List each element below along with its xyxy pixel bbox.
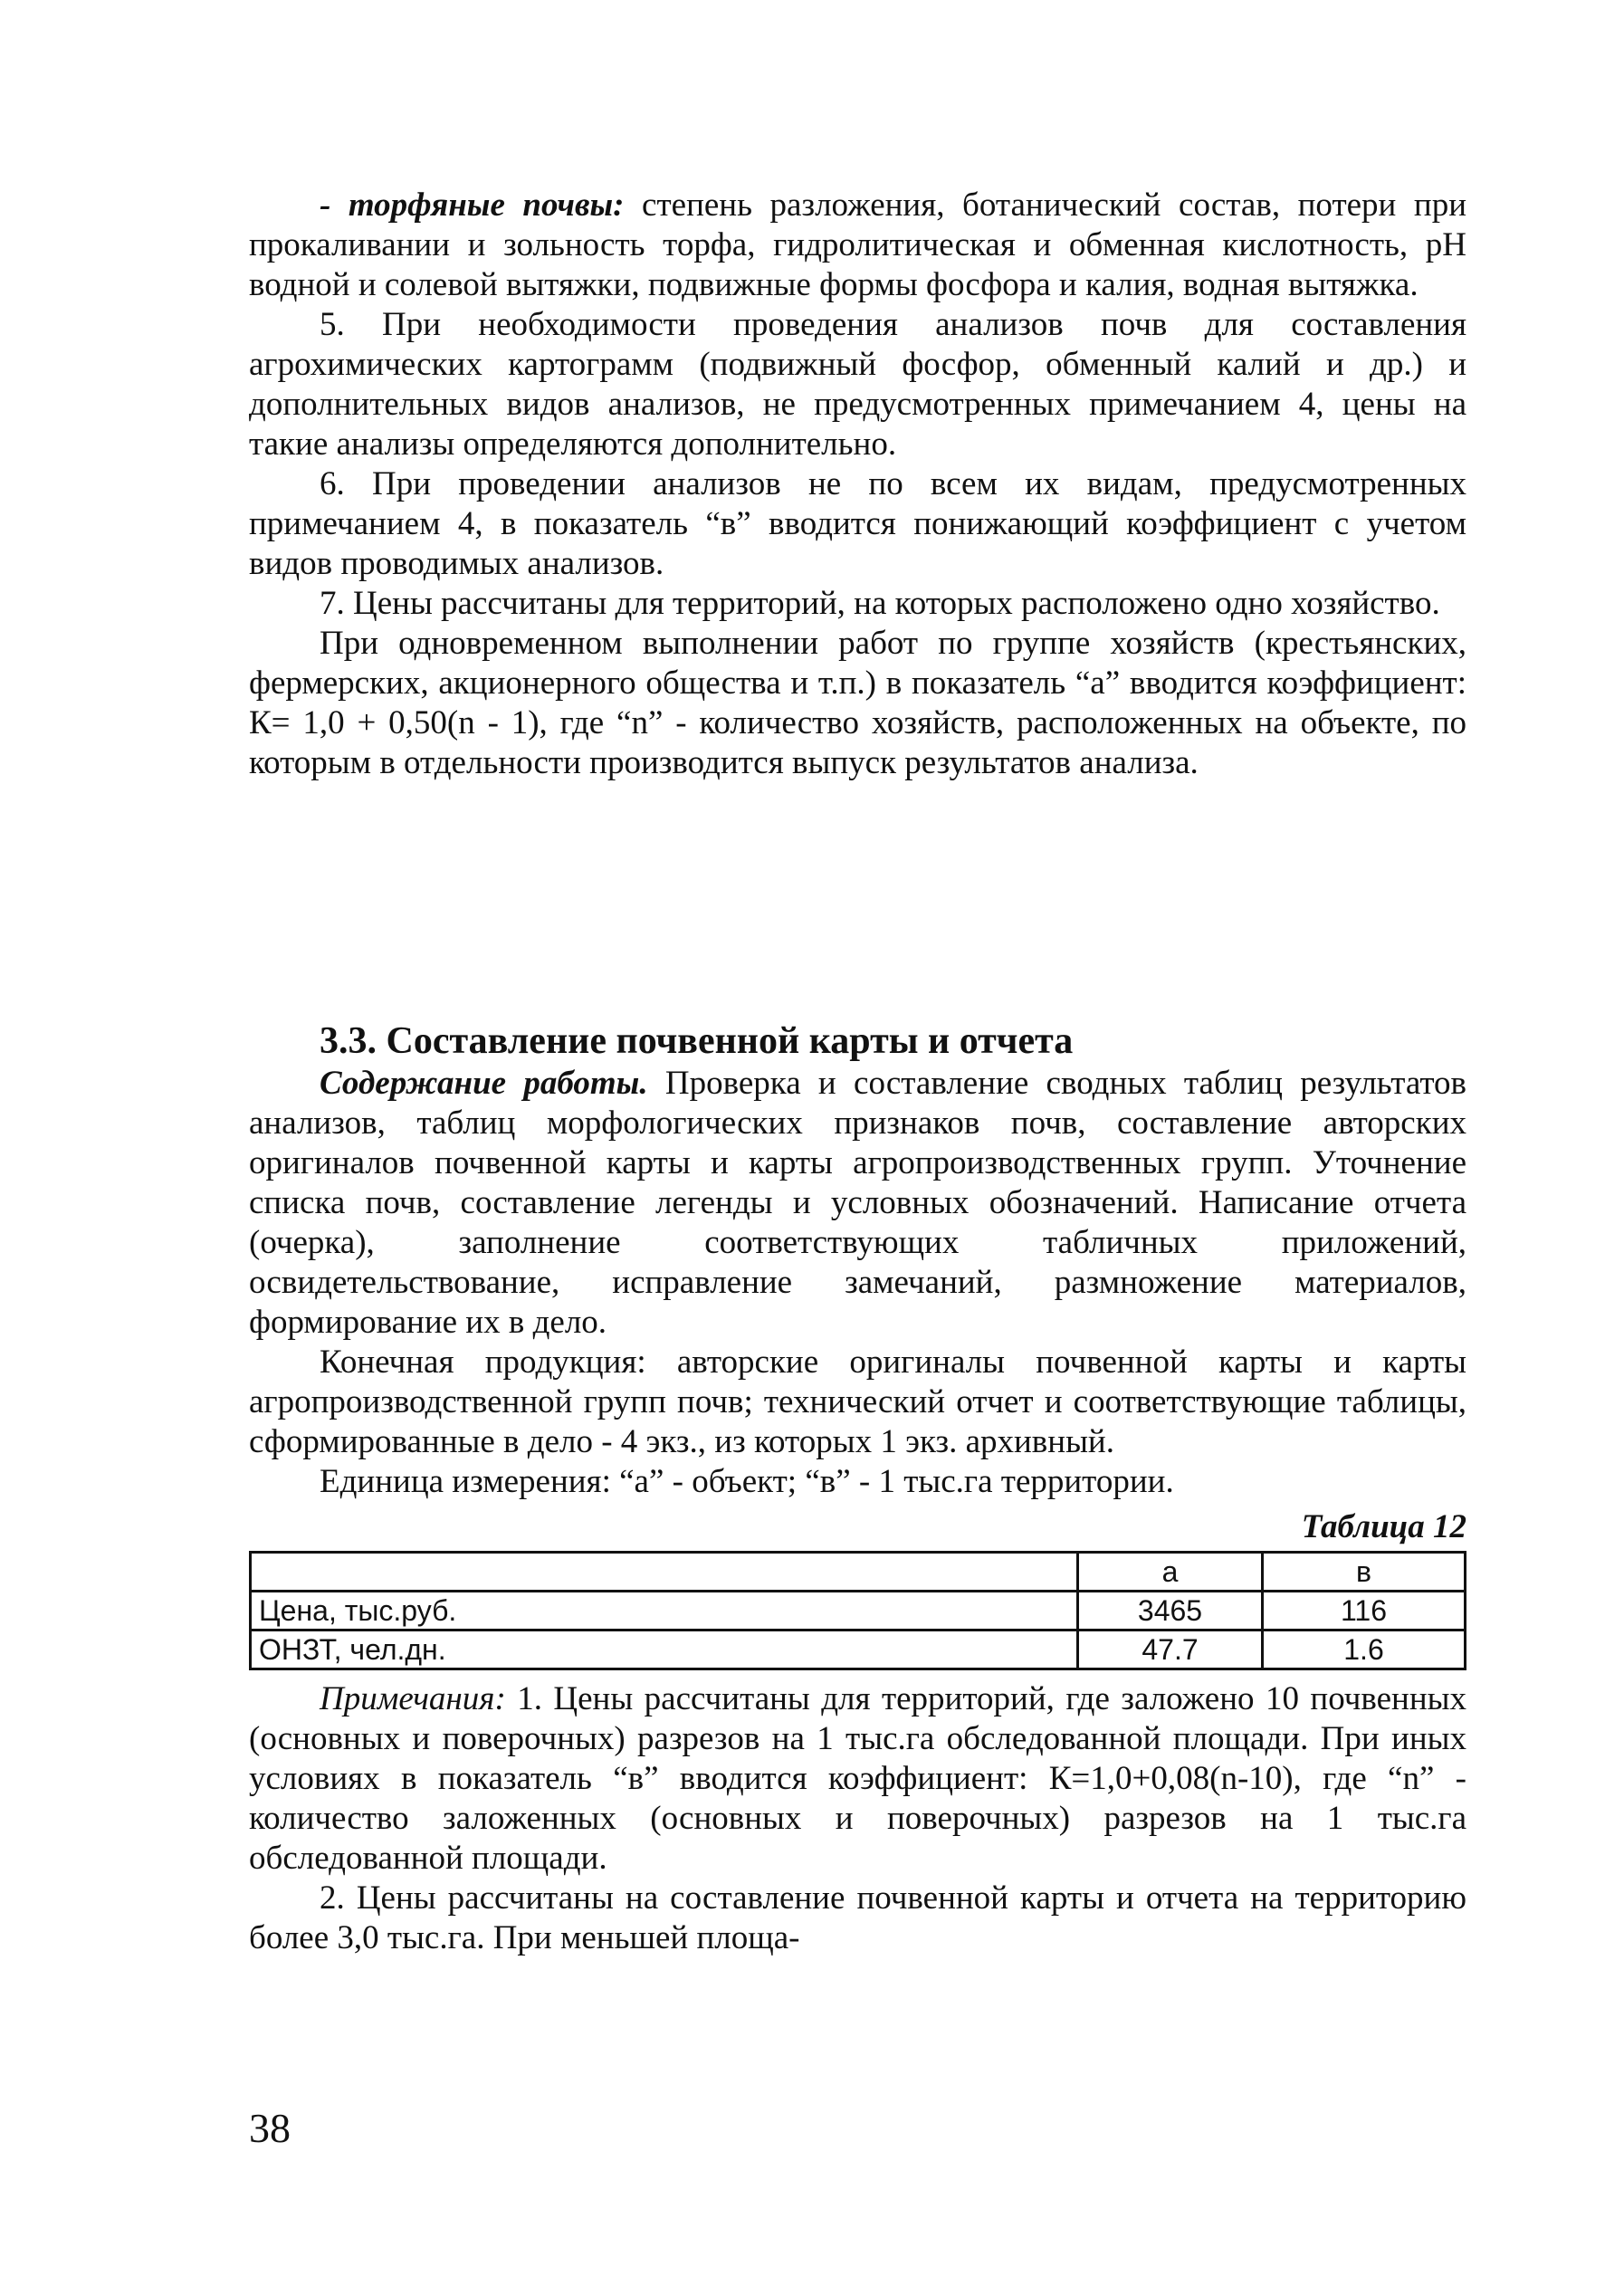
- top-text-block: [249, 186, 1466, 783]
- paragraph-item-5: 5. При необходимости проведения анализов почв для составления агрохимических картограмм (подвижный фосфор, обменный калий и др.) и дополнительных видов анализов, не предусмотренных примечанием 4, цены на такие анализы определяются дополнительно.: [249, 306, 1466, 463]
- paragraph-note-2: 2. Цены рассчитаны на составление почвенной карты и отчета на территорию более 3,0 тыс.га. При меньшей площа-: [249, 1879, 1466, 1956]
- price-table: [249, 1551, 1466, 1670]
- notes-label: Примечания:: [320, 1680, 506, 1717]
- table-cell: 3465: [1078, 1592, 1263, 1630]
- page-number: 38: [249, 2105, 291, 2151]
- work-content-label: Содержание работы.: [320, 1065, 648, 1102]
- table-cell: Цена, тыс.руб.: [251, 1592, 1078, 1630]
- work-content-text: Проверка и составление сводных таблиц результатов анализов, таблиц морфологических признаков почв, составление авторских оригиналов почвенной карты и карты агропроизводственных групп. Уточнение списка почв, составление легенды и условных обозначений. Написание отчета (очерка), заполнение соответствующих табличных приложений, освидетельствование, исправление замечаний, размножение материалов, формирование их в дело.: [249, 1065, 1467, 1341]
- section-block: [249, 1018, 1466, 1958]
- table-header-cell: а: [1078, 1553, 1263, 1592]
- paragraph-work-content: [249, 1064, 1466, 1343]
- paragraph-note-1: [249, 1679, 1466, 1879]
- paragraph-unit-of-measure: Единица измерения: “а” - объект; “в” - 1 тыс.га территории.: [320, 1463, 1174, 1500]
- peat-soils-label: - торфяные почвы:: [320, 186, 625, 224]
- paragraph-peat-soils: [249, 186, 1466, 305]
- note-1-text: 1. Цены рассчитаны для территорий, где заложено 10 почвенных (основных и поверочных) разрезов на 1 тыс.га обследованной площади. При иных условиях в показатель “в” вводится коэффициент: К=1,0+0,08(n-10), где “n” - количество заложенных (основных и поверочных) разрезов на 1 тыс.га обследованной площади.: [249, 1680, 1466, 1877]
- table-header-cell: в: [1263, 1553, 1466, 1592]
- table-row: [251, 1592, 1466, 1630]
- paragraph-final-product: Конечная продукция: авторские оригиналы почвенной карты и карты агропроизводственной групп почв; технический отчет и соответствующие таблицы, сформированные в дело - 4 экз., из которых 1 экз. архивный.: [249, 1344, 1466, 1460]
- paragraph-group-farms: При одновременном выполнении работ по группе хозяйств (крестьянских, фермерских, акционерного общества и т.п.) в показатель “а” вводится коэффициент: К= 1,0 + 0,50(n - 1), где “n” - количество хозяйств, расположенных на объекте, по которым в отдельности производится выпуск результатов анализа.: [249, 625, 1466, 781]
- section-heading: 3.3. Составление почвенной карты и отчета: [320, 1020, 1074, 1062]
- table-cell: 1.6: [1263, 1630, 1466, 1669]
- paragraph-item-6: 6. При проведении анализов не по всем их видам, предусмотренных примечанием 4, в показатель “в” вводится понижающий коэффициент с учетом видов проводимых анализов.: [249, 465, 1466, 582]
- peat-soils-text: степень разложения, ботанический состав, потери при прокаливании и зольность торфа, гидролитическая и обменная кислотность, pH водной и солевой вытяжки, подвижные формы фосфора и калия, водная вытяжка.: [249, 186, 1466, 303]
- table-header-cell: [251, 1553, 1078, 1592]
- table-cell: 47.7: [1078, 1630, 1263, 1669]
- paragraph-item-7: 7. Цены рассчитаны для территорий, на которых расположено одно хозяйство.: [320, 585, 1440, 622]
- table-header-row: [251, 1553, 1466, 1592]
- table-row: [251, 1630, 1466, 1669]
- table-cell: ОНЗТ, чел.дн.: [251, 1630, 1078, 1669]
- table-cell: 116: [1263, 1592, 1466, 1630]
- table-caption: Таблица 12: [1301, 1508, 1466, 1545]
